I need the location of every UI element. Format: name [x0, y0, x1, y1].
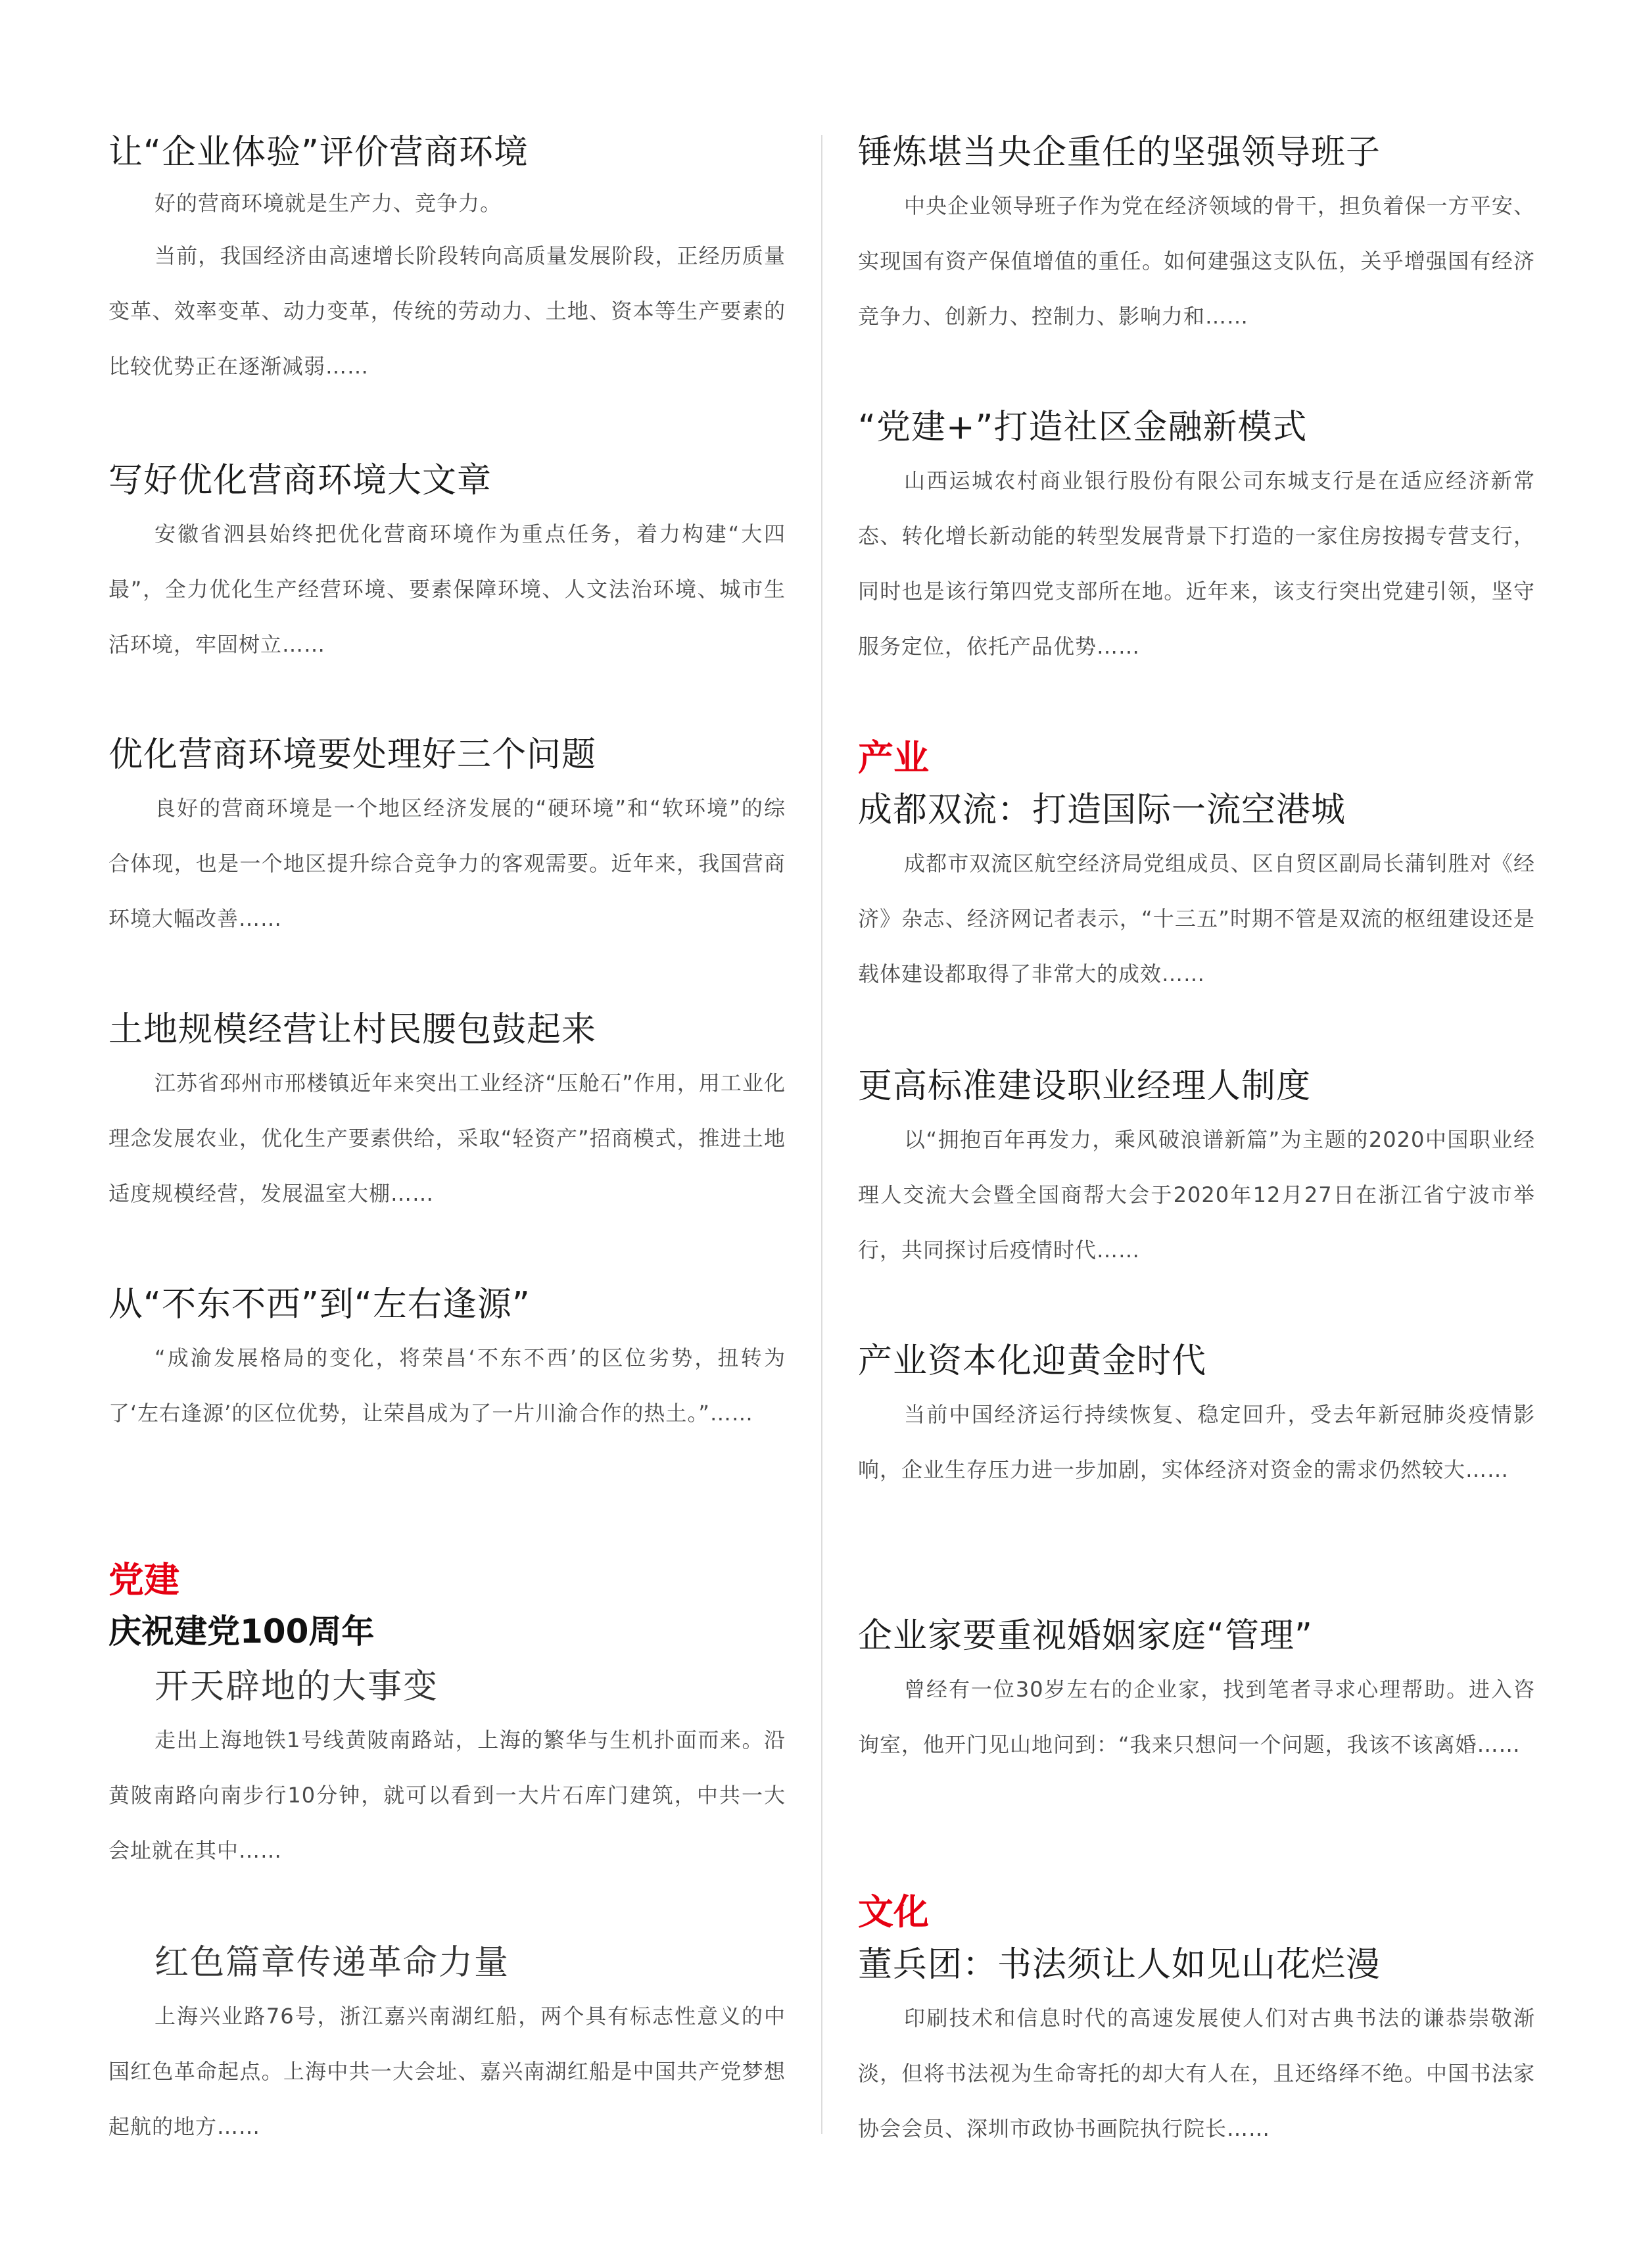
article-summary: “成渝发展格局的变化，将荣昌‘不东不西’的区位劣势，扭转为了‘左右逢源’的区位优势，让荣昌成为了一片川渝合作的热土。”…… — [108, 1345, 786, 1426]
section-tag-party-building: 党建 — [108, 1558, 179, 1602]
article[interactable] — [108, 1940, 786, 2154]
article-summary: 中央企业领导班子作为党在经济领域的骨干，担负着保一方平安、实现国有资产保值增值的重任。如何建强这支队伍，关乎增强国有经济竞争力、创新力、控制力、影响力和…… — [858, 193, 1535, 329]
article-title[interactable]: 锤炼堪当央企重任的坚强领导班子 — [858, 133, 1381, 172]
article-title[interactable]: 让“企业体验”评价营商环境 — [108, 133, 529, 172]
article-title[interactable]: 红色篇章传递革命力量 — [154, 1943, 510, 1983]
section-tag-culture: 文化 — [858, 1891, 929, 1934]
article-summary: 曾经有一位30岁左右的企业家，找到笔者寻求心理帮助。进入咨询室，他开门见山地问到：“我来只想问一个问题，我该不该离婚…… — [858, 1677, 1535, 1757]
section-heading: 庆祝建党100周年 — [108, 1612, 375, 1651]
article[interactable] — [858, 1613, 1535, 1772]
article-summary: 上海兴业路76号，浙江嘉兴南湖红船，两个具有标志性意义的中国红色革命起点。上海中共一大会址、嘉兴南湖红船是中国共产党梦想起航的地方…… — [108, 2004, 786, 2139]
article-summary: 成都市双流区航空经济局党组成员、区自贸区副局长蒲钊胜对《经济》杂志、经济网记者表示，“十三五”时期不管是双流的枢纽建设还是载体建设都取得了非常大的成效…… — [858, 851, 1535, 986]
article-summary: 走出上海地铁1号线黄陂南路站，上海的繁华与生机扑面而来。沿黄陂南路向南步行10分钟，就可以看到一大片石库门建筑，中共一大会址就在其中…… — [108, 1727, 786, 1863]
article-title[interactable]: 从“不东不西”到“左右逢源” — [108, 1285, 531, 1324]
article-summary: 山西运城农村商业银行股份有限公司东城支行是在适应经济新常态、转化增长新动能的转型发展背景下打造的一家住房按揭专营支行，同时也是该行第四党支部所在地。近年来，该支行突出党建引领，坚守服务定位，依托产品优势…… — [858, 468, 1535, 659]
article-title[interactable]: 优化营商环境要处理好三个问题 — [108, 735, 597, 775]
article-title[interactable]: “党建+”打造社区金融新模式 — [858, 408, 1308, 447]
article[interactable] — [108, 1664, 786, 1878]
article[interactable] — [108, 732, 786, 946]
article-title[interactable]: 董兵团：书法须让人如见山花烂漫 — [858, 1945, 1381, 1985]
article[interactable] — [858, 787, 1535, 1001]
article-lead: 好的营商环境就是生产力、竞争力。 — [154, 191, 502, 216]
section-heading-block — [108, 1610, 786, 1653]
article-summary: 良好的营商环境是一个地区经济发展的“硬环境”和“软环境”的综合体现，也是一个地区提升综合竞争力的客观需要。近年来，我国营商环境大幅改善…… — [108, 796, 786, 931]
article-title[interactable]: 更高标准建设职业经理人制度 — [858, 1067, 1312, 1106]
column-divider — [821, 135, 822, 2134]
article[interactable] — [858, 404, 1535, 674]
article-summary: 以“拥抱百年再发力，乘风破浪谱新篇”为主题的2020中国职业经理人交流大会暨全国商帮大会于2020年12月27日在浙江省宁波市举行，共同探讨后疫情时代…… — [858, 1127, 1535, 1263]
article-title[interactable]: 写好优化营商环境大文章 — [108, 461, 492, 500]
article-summary: 安徽省泗县始终把优化营商环境作为重点任务，着力构建“大四最”，全力优化生产经营环境、要素保障环境、人文法治环境、城市生活环境，牢固树立…… — [108, 521, 786, 657]
section-tag-industry: 产业 — [858, 736, 929, 780]
article-summary: 江苏省邳州市邢楼镇近年来突出工业经济“压舱石”作用，用工业化理念发展农业，优化生产要素供给，采取“轻资产”招商模式，推进土地适度规模经营，发展温室大棚…… — [108, 1071, 786, 1206]
article-title[interactable]: 成都双流：打造国际一流空港城 — [858, 790, 1346, 830]
article[interactable] — [858, 1942, 1535, 2156]
article-title[interactable]: 产业资本化迎黄金时代 — [858, 1341, 1207, 1381]
article[interactable] — [858, 1338, 1535, 1497]
article[interactable] — [108, 130, 786, 394]
article[interactable] — [108, 1007, 786, 1221]
article[interactable] — [108, 458, 786, 672]
article-summary: 印刷技术和信息时代的高速发展使人们对古典书法的谦恭崇敬渐淡，但将书法视为生命寄托的却大有人在，且还络绎不绝。中国书法家协会会员、深圳市政协书画院执行院长…… — [858, 2006, 1535, 2141]
article[interactable] — [858, 1063, 1535, 1278]
article-title[interactable]: 土地规模经营让村民腰包鼓起来 — [108, 1010, 597, 1050]
article-title[interactable]: 企业家要重视婚姻家庭“管理” — [858, 1616, 1313, 1656]
article-summary: 当前中国经济运行持续恢复、稳定回升，受去年新冠肺炎疫情影响，企业生存压力进一步加剧，实体经济对资金的需求仍然较大…… — [858, 1402, 1535, 1482]
article-title[interactable]: 开天辟地的大事变 — [154, 1667, 439, 1706]
article[interactable] — [858, 130, 1535, 344]
article[interactable] — [108, 1282, 786, 1441]
article-summary: 当前，我国经济由高速增长阶段转向高质量发展阶段，正经历质量变革、效率变革、动力变革，传统的劳动力、土地、资本等生产要素的比较优势正在逐渐减弱…… — [108, 243, 786, 379]
